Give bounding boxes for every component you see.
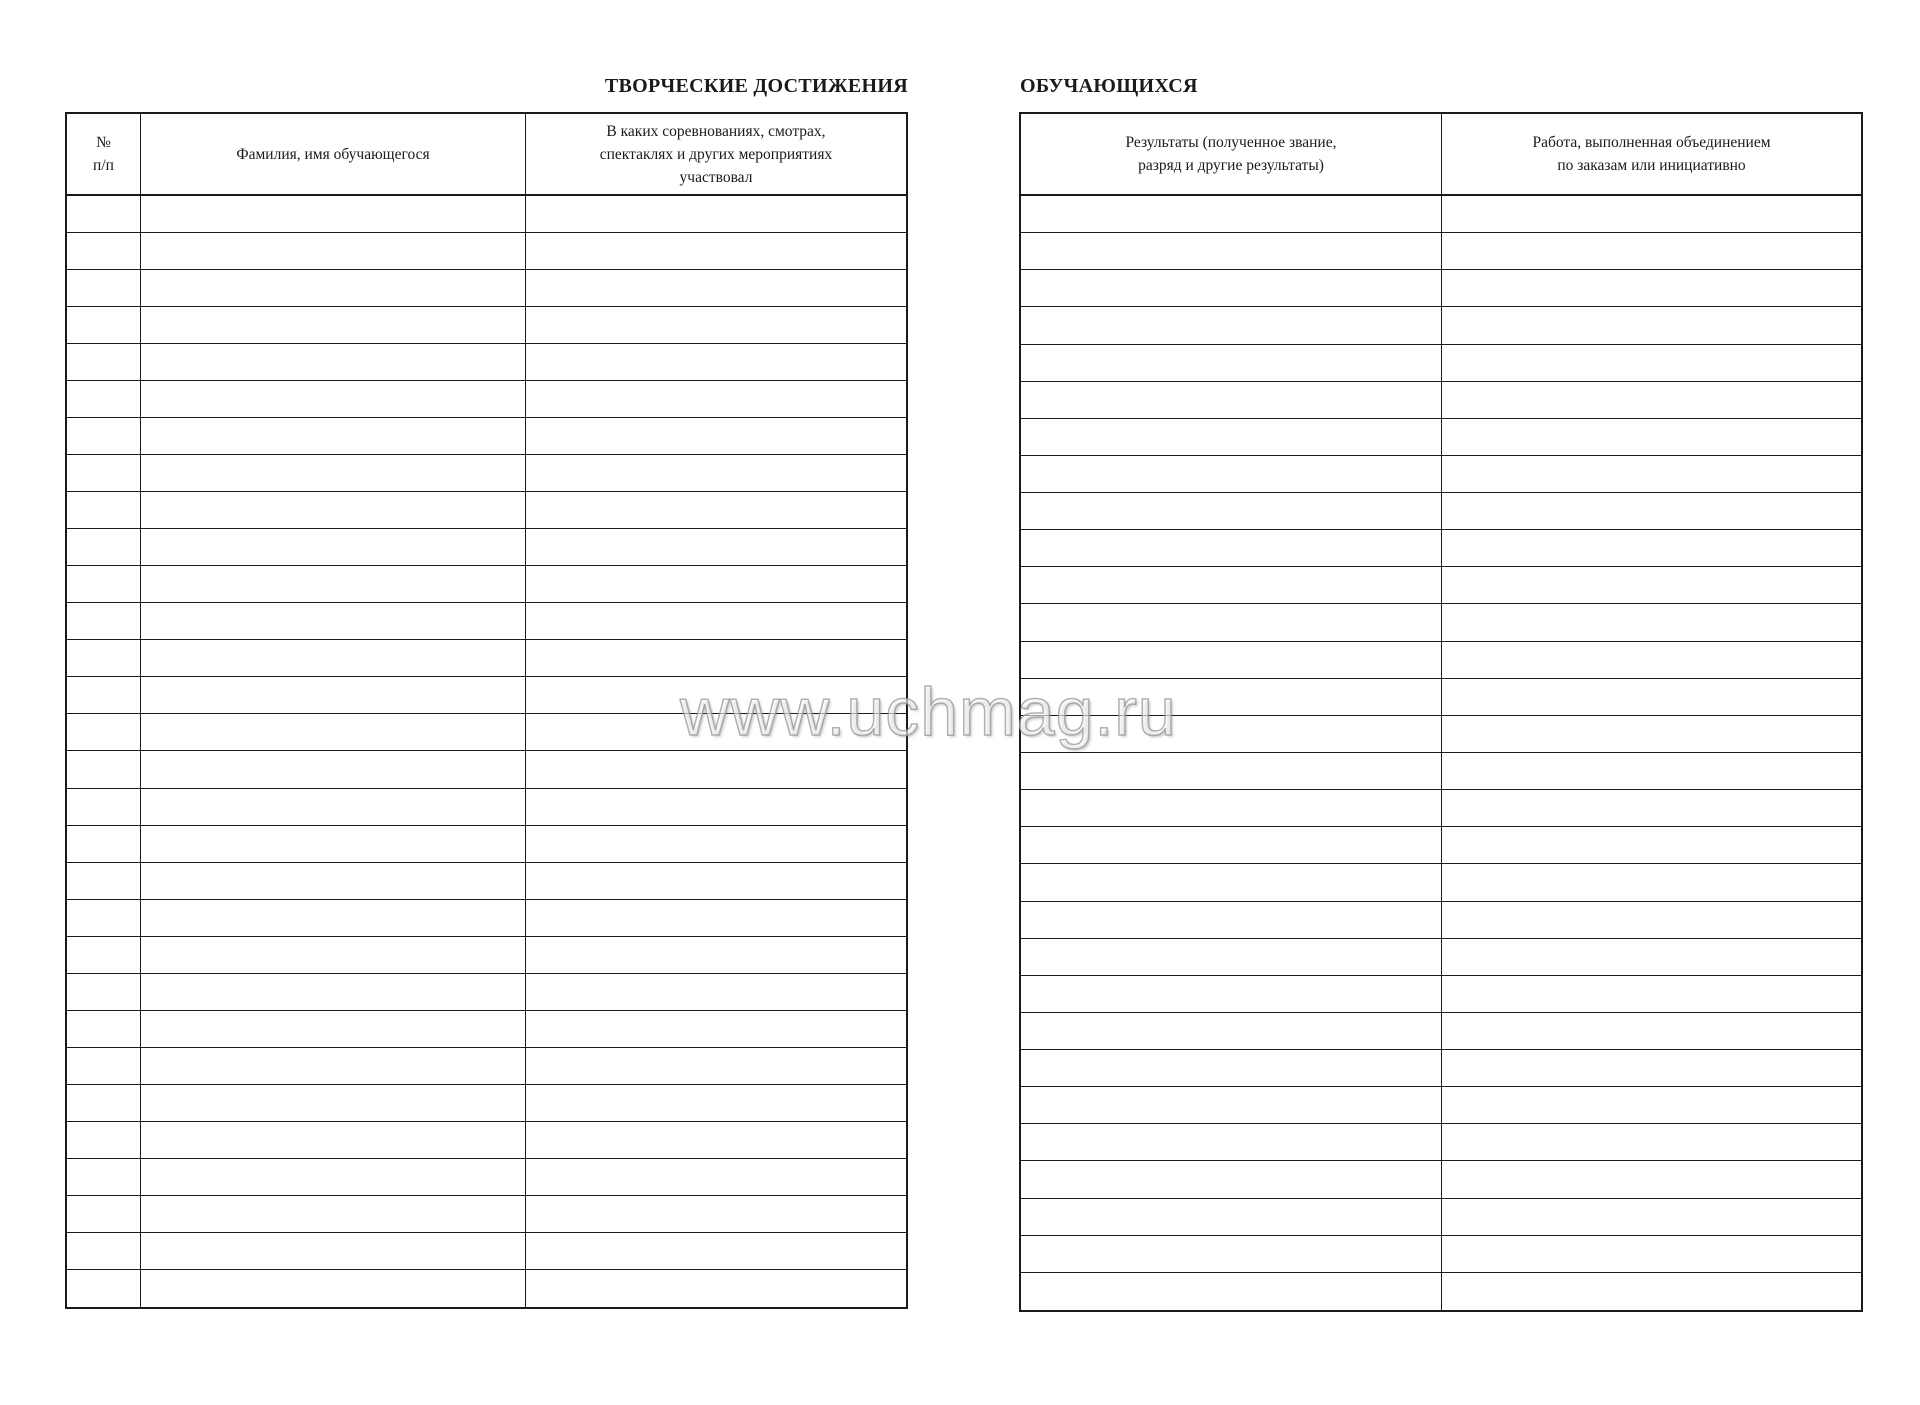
left-table-cell	[141, 900, 526, 937]
left-table-cell	[67, 233, 141, 270]
left-table-cell	[141, 566, 526, 603]
right-table-cell	[1442, 864, 1861, 901]
right-table-cell	[1021, 1050, 1442, 1087]
right-table-cell	[1021, 307, 1442, 344]
right-table-cell	[1442, 976, 1861, 1013]
right-table-cell	[1442, 1273, 1861, 1310]
left-table-cell	[141, 974, 526, 1011]
left-table-cell	[67, 307, 141, 344]
header-events: В каких соревнованиях, смотрах, спектаклях и других мероприятиях участвовал	[526, 114, 906, 196]
left-table-cell	[526, 1122, 906, 1159]
left-table-cell	[67, 1233, 141, 1270]
left-table-cell	[526, 751, 906, 788]
right-table-cell	[1442, 270, 1861, 307]
left-table-cell	[141, 1159, 526, 1196]
left-table-cell	[141, 196, 526, 233]
left-table-cell	[67, 1048, 141, 1085]
right-table-cell	[1021, 864, 1442, 901]
right-table-cell	[1021, 419, 1442, 456]
left-table-cell	[526, 714, 906, 751]
left-table-cell	[526, 307, 906, 344]
header-number: № п/п	[67, 114, 141, 196]
left-table-cell	[526, 603, 906, 640]
right-table-cell	[1442, 679, 1861, 716]
left-table-cell	[141, 751, 526, 788]
left-table-cell	[526, 677, 906, 714]
left-table-cell	[67, 640, 141, 677]
page-title-right: ОБУЧАЮЩИХСЯ	[1020, 75, 1198, 97]
watermark: www.uchmag.ru	[680, 674, 1177, 750]
right-table-cell	[1021, 976, 1442, 1013]
left-table-cell	[526, 640, 906, 677]
left-table-cell	[67, 900, 141, 937]
left-table-cell	[67, 937, 141, 974]
left-table-cell	[526, 937, 906, 974]
left-table-cell	[67, 529, 141, 566]
left-table-cell	[526, 233, 906, 270]
left-table-cell	[67, 826, 141, 863]
left-table-cell	[141, 270, 526, 307]
right-table-cell	[1442, 1199, 1861, 1236]
header-student-name: Фамилия, имя обучающегося	[141, 114, 526, 196]
left-table-cell	[526, 1048, 906, 1085]
left-table-cell	[526, 900, 906, 937]
left-table-cell	[67, 492, 141, 529]
right-table-cell	[1442, 345, 1861, 382]
right-table-cell	[1021, 1273, 1442, 1310]
right-table-cell	[1442, 1161, 1861, 1198]
left-table-cell	[526, 529, 906, 566]
left-table-cell	[141, 1122, 526, 1159]
right-table-cell	[1442, 567, 1861, 604]
right-table-cell	[1021, 679, 1442, 716]
right-table-cell	[1442, 382, 1861, 419]
left-table-cell	[67, 1196, 141, 1233]
right-table-cell	[1442, 604, 1861, 641]
right-table-cell	[1021, 1124, 1442, 1161]
left-table-cell	[141, 863, 526, 900]
left-table-cell	[67, 714, 141, 751]
left-table-cell	[526, 789, 906, 826]
right-table-cell	[1442, 642, 1861, 679]
right-table-cell	[1442, 196, 1861, 233]
right-table-cell	[1021, 196, 1442, 233]
left-table-cell	[141, 418, 526, 455]
left-table-cell	[526, 1270, 906, 1307]
right-table-cell	[1442, 493, 1861, 530]
right-table-cell	[1021, 530, 1442, 567]
left-table-cell	[67, 974, 141, 1011]
left-table-cell	[526, 270, 906, 307]
right-table-cell	[1442, 1013, 1861, 1050]
achievements-table-right	[1019, 112, 1863, 1312]
left-table-cell	[141, 603, 526, 640]
right-table-cell	[1021, 1013, 1442, 1050]
left-table-cell	[141, 714, 526, 751]
left-table-cell	[67, 455, 141, 492]
left-table-cell	[141, 233, 526, 270]
right-table-cell	[1442, 790, 1861, 827]
right-table-cell	[1021, 790, 1442, 827]
left-table-cell	[67, 751, 141, 788]
right-table-cell	[1021, 567, 1442, 604]
left-table-cell	[141, 826, 526, 863]
left-table-cell	[141, 1196, 526, 1233]
right-table-cell	[1021, 604, 1442, 641]
right-table-cell	[1442, 716, 1861, 753]
left-table-cell	[141, 529, 526, 566]
right-table-cell	[1442, 753, 1861, 790]
left-table-cell	[526, 196, 906, 233]
left-table-cell	[67, 566, 141, 603]
left-table-cell	[141, 492, 526, 529]
right-table-cell	[1442, 1050, 1861, 1087]
right-table-cell	[1021, 827, 1442, 864]
left-table-cell	[141, 677, 526, 714]
left-table-cell	[141, 307, 526, 344]
right-table-cell	[1021, 493, 1442, 530]
right-table-cell	[1442, 233, 1861, 270]
left-table-cell	[526, 1159, 906, 1196]
left-table-cell	[67, 603, 141, 640]
right-table-cell	[1442, 827, 1861, 864]
left-table-cell	[67, 1270, 141, 1307]
left-table-cell	[141, 789, 526, 826]
right-table-cell	[1021, 753, 1442, 790]
right-table-cell	[1442, 307, 1861, 344]
right-table-cell	[1442, 530, 1861, 567]
left-table-cell	[141, 937, 526, 974]
left-table-cell	[526, 1085, 906, 1122]
right-table-cell	[1021, 1161, 1442, 1198]
left-table-cell	[141, 1270, 526, 1307]
left-table-cell	[141, 640, 526, 677]
right-table-cell	[1442, 1124, 1861, 1161]
left-table-cell	[526, 826, 906, 863]
left-table-cell	[526, 1233, 906, 1270]
left-table-cell	[67, 270, 141, 307]
right-table-cell	[1021, 1236, 1442, 1273]
right-table-cell	[1021, 716, 1442, 753]
left-table-cell	[526, 418, 906, 455]
left-table-cell	[67, 1122, 141, 1159]
left-table-cell	[526, 381, 906, 418]
left-table-cell	[526, 1011, 906, 1048]
header-results: Результаты (полученное звание, разряд и другие результаты)	[1021, 114, 1442, 196]
right-table-cell	[1021, 345, 1442, 382]
achievements-table-left	[65, 112, 908, 1309]
left-table-cell	[141, 1233, 526, 1270]
left-table-cell	[67, 863, 141, 900]
right-table-cell	[1021, 1087, 1442, 1124]
left-table-cell	[526, 492, 906, 529]
left-table-cell	[67, 381, 141, 418]
left-table-cell	[141, 1085, 526, 1122]
left-table-cell	[67, 418, 141, 455]
right-table-cell	[1442, 1236, 1861, 1273]
right-table-cell	[1021, 233, 1442, 270]
right-table-cell	[1021, 902, 1442, 939]
left-table-cell	[67, 196, 141, 233]
left-table-cell	[67, 1159, 141, 1196]
left-table-cell	[141, 455, 526, 492]
right-table-cell	[1442, 939, 1861, 976]
right-table-cell	[1021, 939, 1442, 976]
left-table-cell	[526, 1196, 906, 1233]
left-table-cell	[141, 344, 526, 381]
left-table-cell	[526, 863, 906, 900]
right-table-cell	[1442, 1087, 1861, 1124]
right-table-cell	[1021, 382, 1442, 419]
left-table-cell	[67, 1085, 141, 1122]
left-table-cell	[526, 455, 906, 492]
right-table-cell	[1442, 419, 1861, 456]
right-table-cell	[1021, 456, 1442, 493]
left-table-cell	[141, 381, 526, 418]
right-table-cell	[1021, 270, 1442, 307]
left-table-cell	[526, 344, 906, 381]
header-work-done: Работа, выполненная объединением по заказам или инициативно	[1442, 114, 1861, 196]
left-table-cell	[67, 344, 141, 381]
right-table-cell	[1442, 902, 1861, 939]
right-table-cell	[1021, 642, 1442, 679]
page-title-left: ТВОРЧЕСКИЕ ДОСТИЖЕНИЯ	[604, 75, 908, 97]
left-table-cell	[526, 974, 906, 1011]
left-table-cell	[67, 677, 141, 714]
left-table-cell	[67, 789, 141, 826]
right-table-cell	[1442, 456, 1861, 493]
left-table-cell	[141, 1011, 526, 1048]
left-table-cell	[526, 566, 906, 603]
left-table-cell	[141, 1048, 526, 1085]
left-table-cell	[67, 1011, 141, 1048]
right-table-cell	[1021, 1199, 1442, 1236]
